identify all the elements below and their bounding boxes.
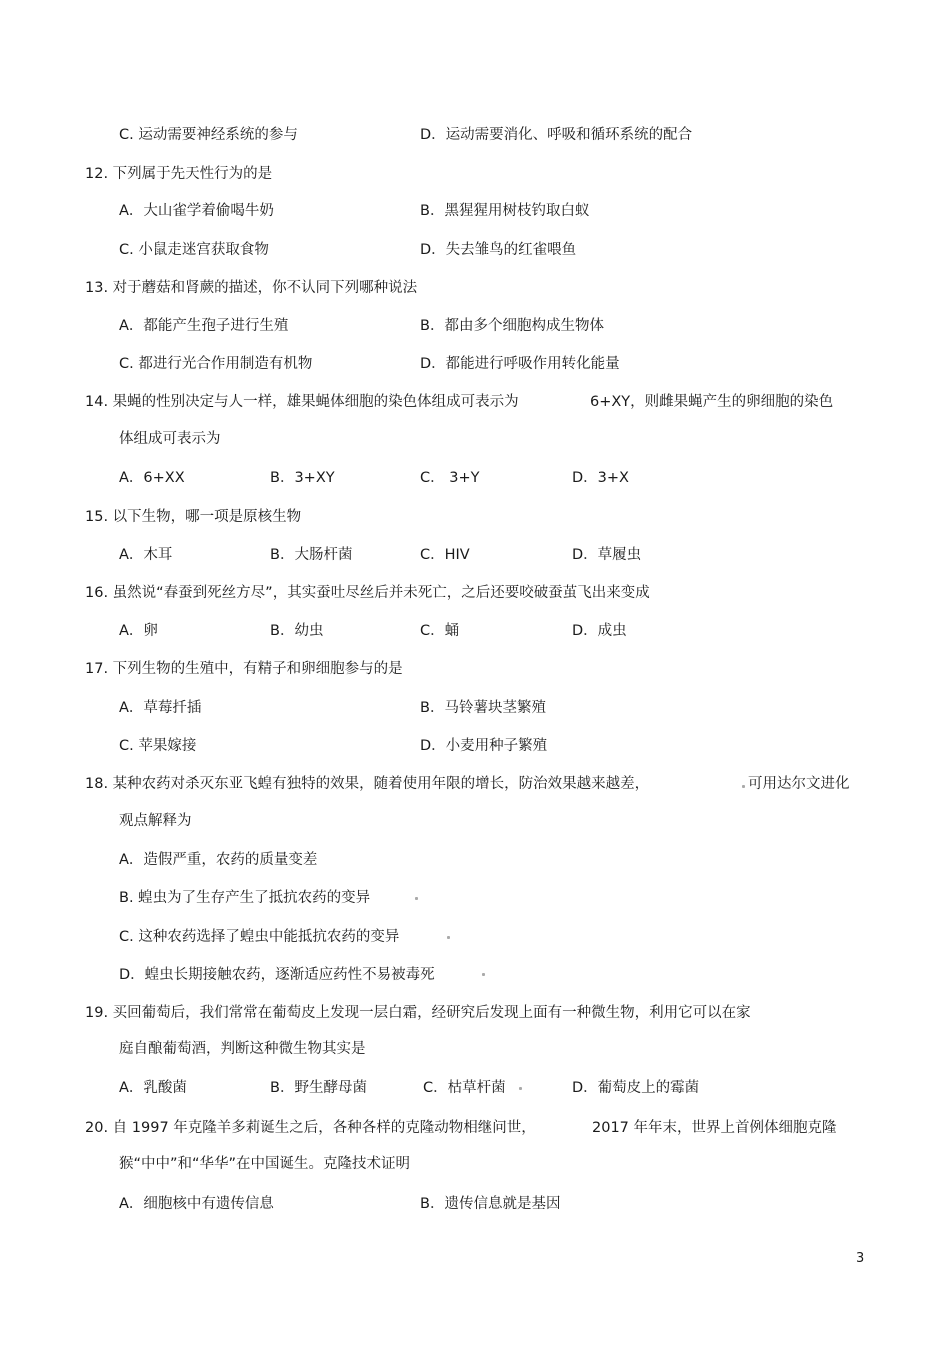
line: C. 苹果嫁接 — [119, 738, 197, 754]
line: C．枯草杆菌 — [423, 1080, 506, 1096]
page-number: 3 — [856, 1251, 865, 1266]
line: C．HIV — [420, 547, 470, 563]
line: A．6+XX — [119, 470, 185, 486]
question-16: 16. 虽然说“春蚕到死丝方尽”，其实蚕吐尽丝后并未死亡，之后还要咬破蚕茧飞出来变成 — [85, 585, 650, 601]
line: A．都能产生孢子进行生殖 — [119, 318, 289, 334]
scan-dot — [742, 785, 745, 788]
line: A．木耳 — [119, 547, 173, 563]
line: B．马铃薯块茎繁殖 — [420, 700, 546, 716]
question-12: 12. 下列属于先天性行为的是 — [85, 166, 273, 182]
question-14: 14. 果蝇的性别决定与人一样，雄果蝇体细胞的染色体组成可表示为 — [85, 394, 519, 410]
line: C．蛹 — [420, 623, 460, 639]
line: B．黑猩猩用树枝钓取白蚁 — [420, 203, 590, 219]
line: 6+XY，则雌果蝇产生的卵细胞的染色 — [590, 394, 834, 410]
question-19: 19. 买回葡萄后，我们常常在葡萄皮上发现一层白霜，经研究后发现上面有一种微生物，利用它可以在家 — [85, 1005, 751, 1021]
question-15: 15. 以下生物，哪一项是原核生物 — [85, 509, 302, 525]
line: C. 小鼠走迷宫获取食物 — [119, 242, 269, 258]
line: D．成虫 — [572, 623, 627, 639]
scan-dot — [519, 1087, 522, 1090]
line: D．草履虫 — [572, 547, 642, 563]
scan-dot — [447, 936, 450, 939]
line: D．失去雏鸟的红雀喂鱼 — [420, 242, 577, 258]
line: C. 运动需要神经系统的参与 — [119, 127, 298, 143]
scan-dot — [482, 973, 485, 976]
line: B．遗传信息就是基因 — [420, 1196, 561, 1212]
line: A．草莓扦插 — [119, 700, 202, 716]
line: A．乳酸菌 — [119, 1080, 187, 1096]
line: D．运动需要消化、呼吸和循环系统的配合 — [420, 127, 693, 143]
line: 庭自酿葡萄酒，判断这种微生物其实是 — [119, 1041, 366, 1057]
line: 2017 年年末，世界上首例体细胞克隆 — [592, 1120, 837, 1136]
line: B．幼虫 — [270, 623, 324, 639]
line: C. 这种农药选择了蝗虫中能抵抗农药的变异 — [119, 929, 400, 945]
line: 猴“中中”和“华华”在中国诞生。克隆技术证明 — [119, 1156, 411, 1172]
line: A．卵 — [119, 623, 158, 639]
line: B. 蝗虫为了生存产生了抵抗农药的变异 — [119, 890, 371, 906]
line: A．造假严重，农药的质量变差 — [119, 852, 318, 868]
line: 观点解释为 — [119, 813, 192, 829]
line: A．细胞核中有遗传信息 — [119, 1196, 274, 1212]
line: B．大肠杆菌 — [270, 547, 353, 563]
line: D．蝗虫长期接触农药，逐渐适应药性不易被毒死 — [119, 967, 435, 983]
line: D．3+X — [572, 470, 629, 486]
line: D．小麦用种子繁殖 — [420, 738, 548, 754]
line: B．都由多个细胞构成生物体 — [420, 318, 604, 334]
question-20: 20. 自 1997 年克隆羊多莉诞生之后，各种各样的克隆动物相继问世， — [85, 1120, 536, 1136]
line: D．葡萄皮上的霉菌 — [572, 1080, 700, 1096]
question-13: 13. 对于蘑菇和肾蕨的描述，你不认同下列哪种说法 — [85, 280, 418, 296]
scan-dot — [415, 897, 418, 900]
line: A．大山雀学着偷喝牛奶 — [119, 203, 274, 219]
question-18: 18. 某种农药对杀灭东亚飞蝗有独特的效果，随着使用年限的增长，防治效果越来越差， — [85, 776, 650, 792]
line: 体组成可表示为 — [119, 431, 221, 447]
line: C. 都进行光合作用制造有机物 — [119, 356, 313, 372]
line: 可用达尔文进化 — [748, 776, 850, 792]
line: C． 3+Y — [420, 470, 480, 486]
line: B．野生酵母菌 — [270, 1080, 367, 1096]
line: D．都能进行呼吸作用转化能量 — [420, 356, 620, 372]
line: B．3+XY — [270, 470, 335, 486]
question-17: 17. 下列生物的生殖中，有精子和卵细胞参与的是 — [85, 661, 403, 677]
